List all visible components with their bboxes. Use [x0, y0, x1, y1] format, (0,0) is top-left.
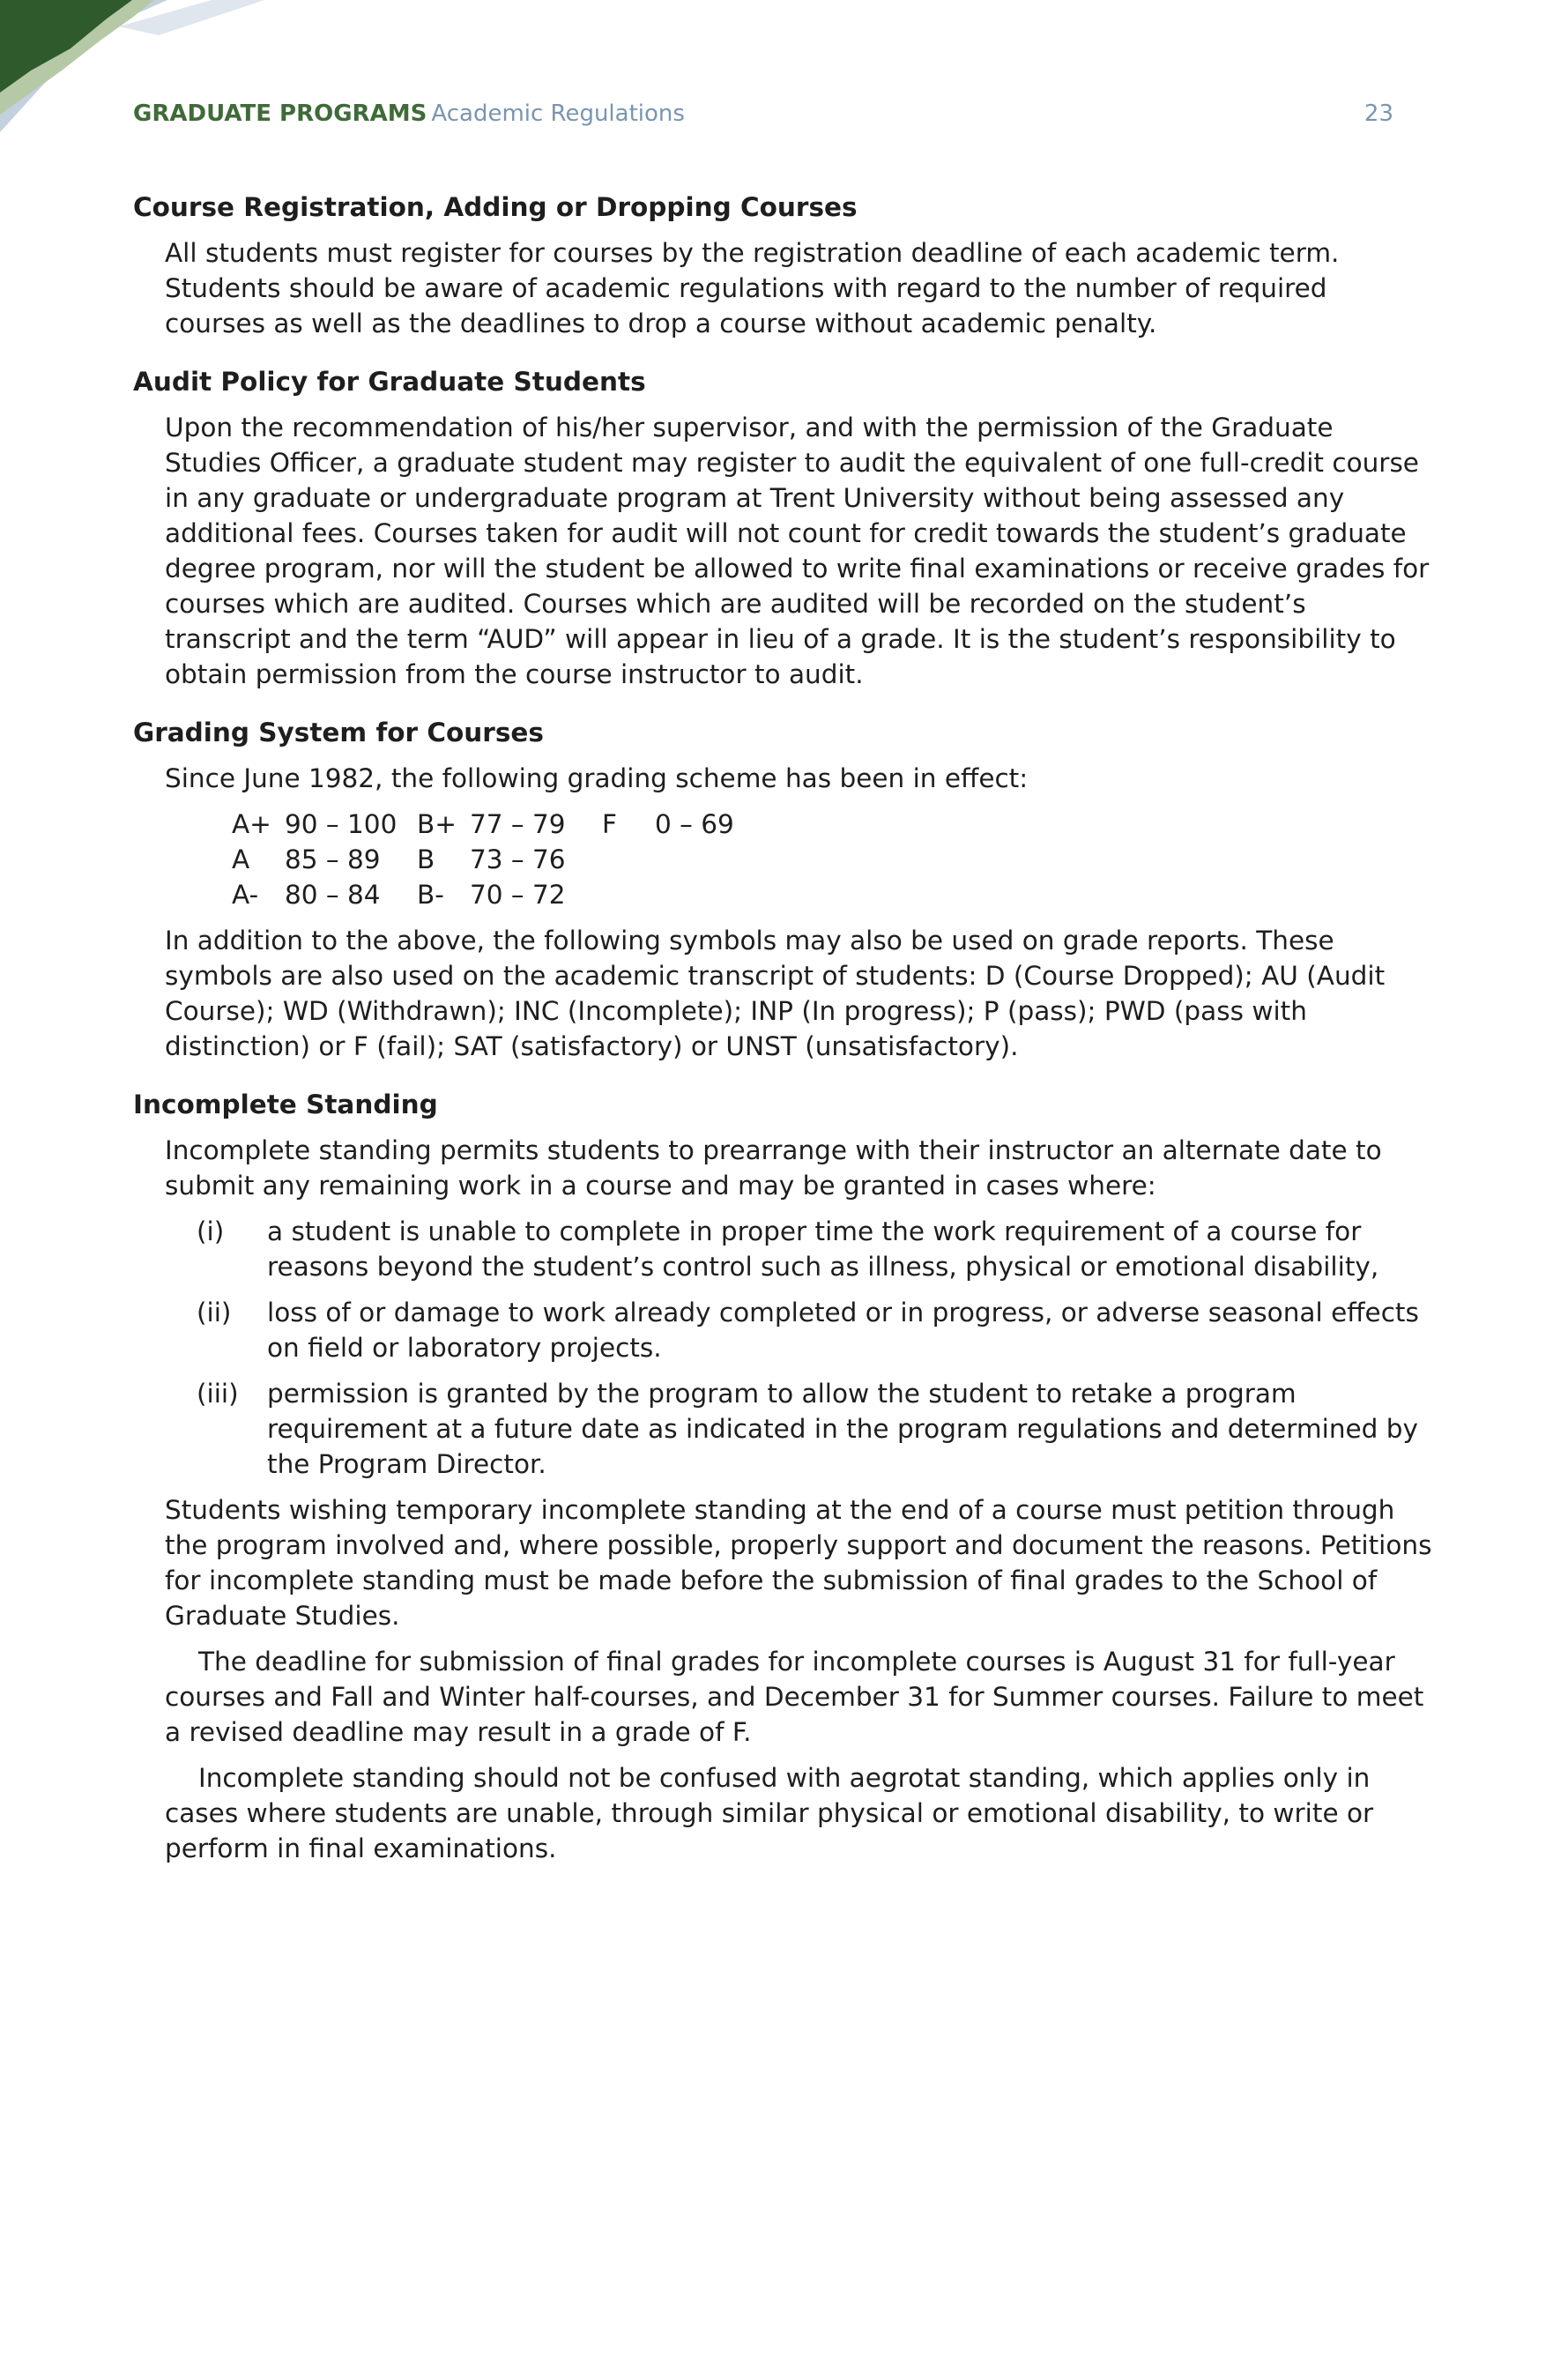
grade-letter: A	[232, 844, 250, 874]
grade-row	[232, 807, 787, 842]
paragraph: Students wishing temporary incomplete standing at the end of a course must petition through the program involved and, where possible, properly support and document the reasons. Petitions for incomplete standing must be made before the submission of final grades to the School of Graduate Studies.	[165, 1495, 1432, 1631]
conditions-list	[197, 1214, 1424, 1482]
section-heading: Grading System for Courses	[133, 718, 544, 747]
header-subsection: Academic Regulations	[431, 100, 685, 127]
list-item-number: (iii)	[197, 1379, 239, 1409]
paragraph: All students must register for courses by the registration deadline of each academic term. Students should be aware of academic regulations with regard to the number of required courses as well as the deadlines to drop a course without academic penalty.	[165, 238, 1340, 338]
section-audit-policy	[133, 364, 1430, 692]
grade-letter: F	[602, 809, 617, 839]
grade-letter: A+	[232, 809, 271, 839]
grade-scale-table	[232, 807, 787, 912]
section-heading: Audit Policy for Graduate Students	[133, 367, 646, 397]
section-registration	[133, 190, 1424, 341]
list-item-text: a student is unable to complete in proper time the work requirement of a course for reasons beyond the student’s control such as illness, physical or emotional disability,	[267, 1216, 1379, 1282]
grade-row	[232, 842, 787, 877]
grade-row	[232, 877, 787, 912]
list-item-number: (i)	[197, 1216, 225, 1246]
paragraph: Upon the recommendation of his/her supervisor, and with the permission of the Graduate Studies Officer, a graduate student may register to audit the equivalent of one full-credit course in any graduate or undergraduate program at Trent University without being assessed any additional fees. Courses taken for audit will not count for credit towards the student’s graduate degree program, nor will the student be allowed to write final examinations or receive grades for courses which are audited. Courses which are audited will be recorded on the student’s transcript and the term “AUD” will appear in lieu of a grade. It is the student’s responsibility to obtain permission from the course instructor to audit.	[165, 413, 1430, 689]
page-content	[133, 190, 1432, 1866]
header-section: GRADUATE PROGRAMS	[133, 100, 427, 127]
section-grading-system	[133, 715, 1424, 1064]
section-heading: Incomplete Standing	[133, 1090, 438, 1119]
paragraph: Incomplete standing should not be confused with aegrotat standing, which applies only in cases where students are unable, through similar physical or emotional disability, to write or perform in final examinations.	[165, 1763, 1374, 1863]
list-item-number: (ii)	[197, 1298, 232, 1328]
list-item-text: loss of or damage to work already completed or in progress, or adverse seasonal effects on field or laboratory projects.	[267, 1298, 1419, 1363]
grade-range: 80 – 84	[285, 880, 381, 910]
page-header	[133, 100, 1393, 132]
grade-range: 85 – 89	[285, 844, 381, 874]
grade-letter: B-	[417, 880, 444, 910]
grade-range: 70 – 72	[470, 880, 566, 910]
page-number: 23	[1364, 100, 1393, 127]
grade-range: 77 – 79	[470, 809, 566, 839]
paragraph: Since June 1982, the following grading scheme has been in effect:	[165, 763, 1029, 793]
list-item-text: permission is granted by the program to allow the student to retake a program requirement at a future date as indicated in the program regulations and determined by the Program Director.	[267, 1379, 1418, 1479]
list-item	[197, 1295, 1424, 1365]
grade-range: 0 – 69	[655, 809, 734, 839]
list-item	[197, 1376, 1424, 1482]
corner-decoration	[0, 0, 264, 167]
grade-letter: A-	[232, 880, 259, 910]
list-item	[197, 1214, 1424, 1284]
paragraph: The deadline for submission of final grades for incomplete courses is August 31 for full-year courses and Fall and Winter half-courses, and December 31 for Summer courses. Failure to meet a revised deadline may result in a grade of F.	[165, 1647, 1424, 1747]
grade-letter: B+	[417, 809, 457, 839]
grade-letter: B	[417, 844, 435, 874]
grade-range: 90 – 100	[285, 809, 398, 839]
grade-range: 73 – 76	[470, 844, 566, 874]
section-incomplete-standing	[133, 1087, 1432, 1866]
paragraph: Incomplete standing permits students to prearrange with their instructor an alternate date to submit any remaining work in a course and may be granted in cases where:	[165, 1135, 1382, 1201]
paragraph: In addition to the above, the following symbols may also be used on grade reports. These symbols are also used on the academic transcript of students: D (Course Dropped); AU (Audit Course); WD (Withdrawn); INC (Incomplete); INP (In progress); P (pass); PWD (pass with distinction) or F (fail); SAT (satisfactory) or UNST (unsatisfactory).	[165, 926, 1386, 1061]
section-heading: Course Registration, Adding or Dropping Courses	[133, 192, 858, 222]
